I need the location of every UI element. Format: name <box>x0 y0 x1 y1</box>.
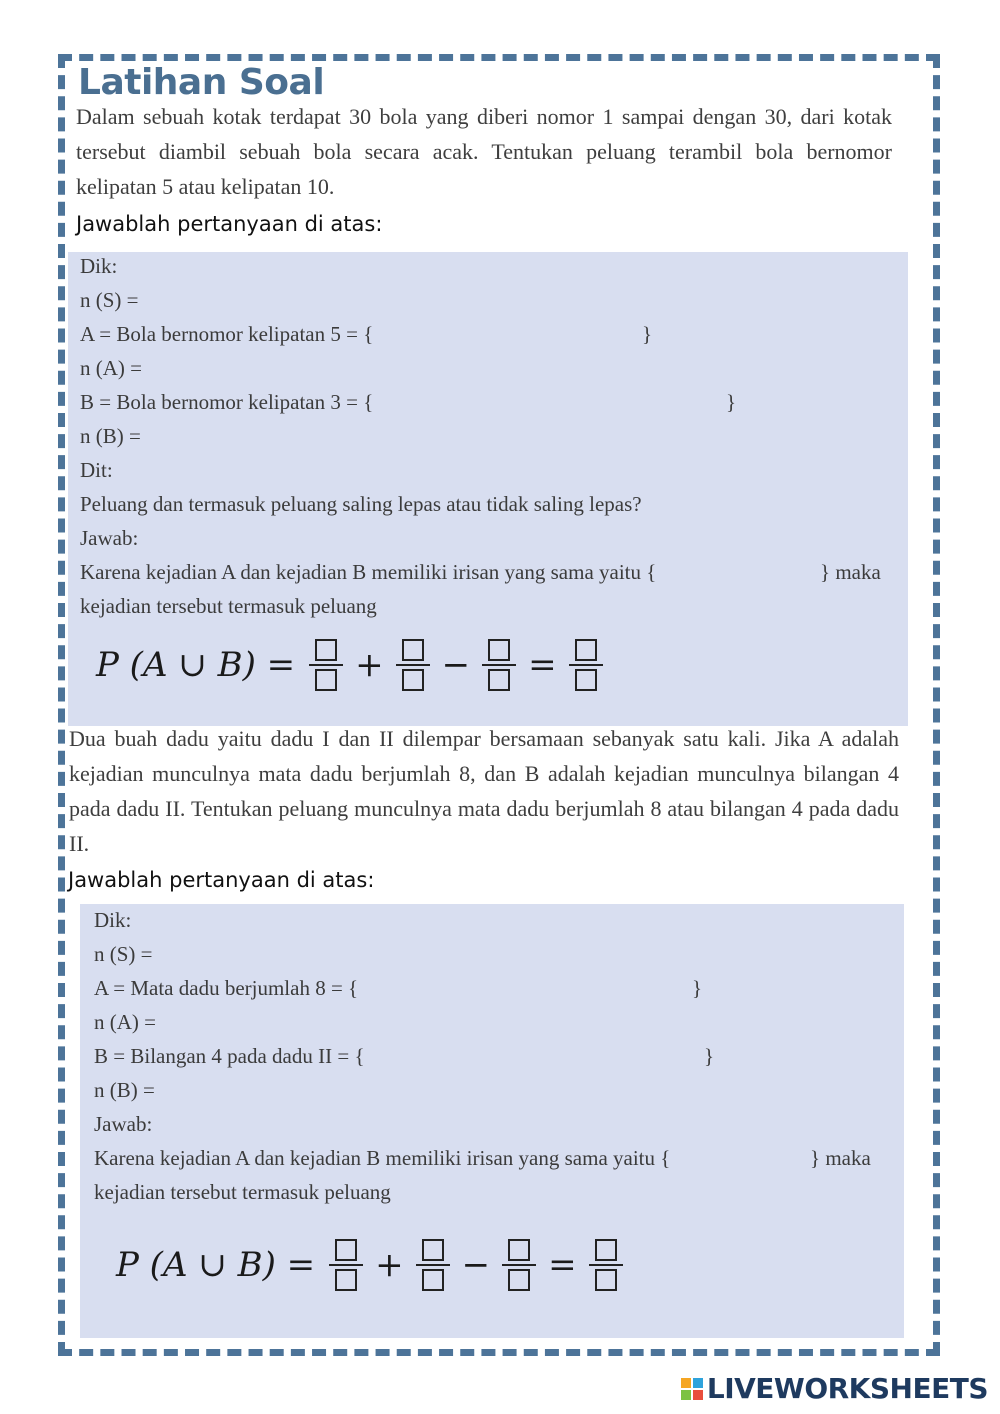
denominator-box[interactable] <box>315 669 337 691</box>
set-a-close-brace: } <box>692 976 703 1000</box>
minus-sign: − <box>441 645 471 685</box>
logo-grid-icon <box>681 1378 703 1400</box>
numerator-box[interactable] <box>335 1239 357 1261</box>
asked-label: Dit: <box>80 458 113 482</box>
set-a-field[interactable]: A = Bola bernomor kelipatan 5 = { <box>80 322 374 346</box>
equals-sign: = <box>528 645 557 685</box>
minus-sign: − <box>461 1245 491 1285</box>
set-a-field[interactable]: A = Mata dadu berjumlah 8 = { <box>94 976 359 1000</box>
denominator-box[interactable] <box>575 669 597 691</box>
problem-1-text: Dalam sebuah kotak terdapat 30 bola yang diberi nomor 1 sampai dengan 30, dari kotak tersebut diambil sebuah bola secara acak. Tentukan peluang terambil bola bernomor kelipatan 5 atau kelipatan 10. <box>76 104 892 199</box>
equals-sign: = <box>548 1245 577 1285</box>
denominator-box[interactable] <box>488 669 510 691</box>
page-title: Latihan Soal <box>78 62 325 103</box>
formula-lhs: P (A ∪ B) = <box>116 1245 316 1285</box>
plus-sign: + <box>355 645 384 685</box>
set-a-close-brace: } <box>642 322 653 346</box>
denominator-box[interactable] <box>402 669 424 691</box>
fraction-b[interactable] <box>396 636 430 694</box>
n-a-field[interactable]: n (A) = <box>80 356 142 380</box>
probability-formula <box>116 1236 631 1294</box>
numerator-box[interactable] <box>315 639 337 661</box>
conclusion-sentence[interactable]: kejadian tersebut termasuk peluang <box>94 1180 391 1204</box>
problem-2-text: Dua buah dadu yaitu dadu I dan II dilempar bersamaan sebanyak satu kali. Jika A adalah kejadian munculnya mata dadu berjumlah 8, dan B adalah kejadian munculnya bilangan 4 pada dadu II. Tentukan peluang munculnya mata dadu berjumlah 8 atau bilangan 4 pada dadu II. <box>69 726 899 856</box>
fraction-intersection[interactable] <box>482 636 516 694</box>
fraction-a[interactable] <box>309 636 343 694</box>
formula-lhs: P (A ∪ B) = <box>96 645 296 685</box>
n-s-field[interactable]: n (S) = <box>80 288 139 312</box>
intersection-close: } maka <box>810 1146 871 1170</box>
problem-2-prompt: Jawablah pertanyaan di atas: <box>68 868 375 892</box>
numerator-box[interactable] <box>575 639 597 661</box>
fraction-b[interactable] <box>416 1236 450 1294</box>
intersection-sentence[interactable]: Karena kejadian A dan kejadian B memiliki irisan yang sama yaitu { <box>80 560 657 584</box>
answer-box-2 <box>80 904 904 1338</box>
n-s-field[interactable]: n (S) = <box>94 942 153 966</box>
numerator-box[interactable] <box>488 639 510 661</box>
given-label: Dik: <box>94 908 132 932</box>
denominator-box[interactable] <box>422 1269 444 1291</box>
set-b-field[interactable]: B = Bola bernomor kelipatan 3 = { <box>80 390 374 414</box>
n-a-field[interactable]: n (A) = <box>94 1010 156 1034</box>
denominator-box[interactable] <box>508 1269 530 1291</box>
n-b-field[interactable]: n (B) = <box>80 424 141 448</box>
problem-1-prompt: Jawablah pertanyaan di atas: <box>76 212 383 236</box>
denominator-box[interactable] <box>335 1269 357 1291</box>
fraction-result[interactable] <box>589 1236 623 1294</box>
set-b-field[interactable]: B = Bilangan 4 pada dadu II = { <box>94 1044 365 1068</box>
liveworksheets-logo <box>681 1372 988 1405</box>
numerator-box[interactable] <box>402 639 424 661</box>
intersection-sentence[interactable]: Karena kejadian A dan kejadian B memiliki irisan yang sama yaitu { <box>94 1146 671 1170</box>
fraction-result[interactable] <box>569 636 603 694</box>
set-b-close-brace: } <box>726 390 737 414</box>
intersection-close: } maka <box>820 560 881 584</box>
numerator-box[interactable] <box>422 1239 444 1261</box>
denominator-box[interactable] <box>595 1269 617 1291</box>
fraction-a[interactable] <box>329 1236 363 1294</box>
answer-label: Jawab: <box>80 526 139 550</box>
conclusion-sentence[interactable]: kejadian tersebut termasuk peluang <box>80 594 377 618</box>
probability-formula <box>96 636 611 694</box>
answer-label: Jawab: <box>94 1112 153 1136</box>
logo-text: LIVEWORKSHEETS <box>706 1372 988 1405</box>
numerator-box[interactable] <box>508 1239 530 1261</box>
given-label: Dik: <box>80 254 118 278</box>
numerator-box[interactable] <box>595 1239 617 1261</box>
fraction-intersection[interactable] <box>502 1236 536 1294</box>
asked-question: Peluang dan termasuk peluang saling lepas atau tidak saling lepas? <box>80 492 642 516</box>
set-b-close-brace: } <box>704 1044 715 1068</box>
n-b-field[interactable]: n (B) = <box>94 1078 155 1102</box>
plus-sign: + <box>375 1245 404 1285</box>
answer-box-1 <box>68 252 908 726</box>
